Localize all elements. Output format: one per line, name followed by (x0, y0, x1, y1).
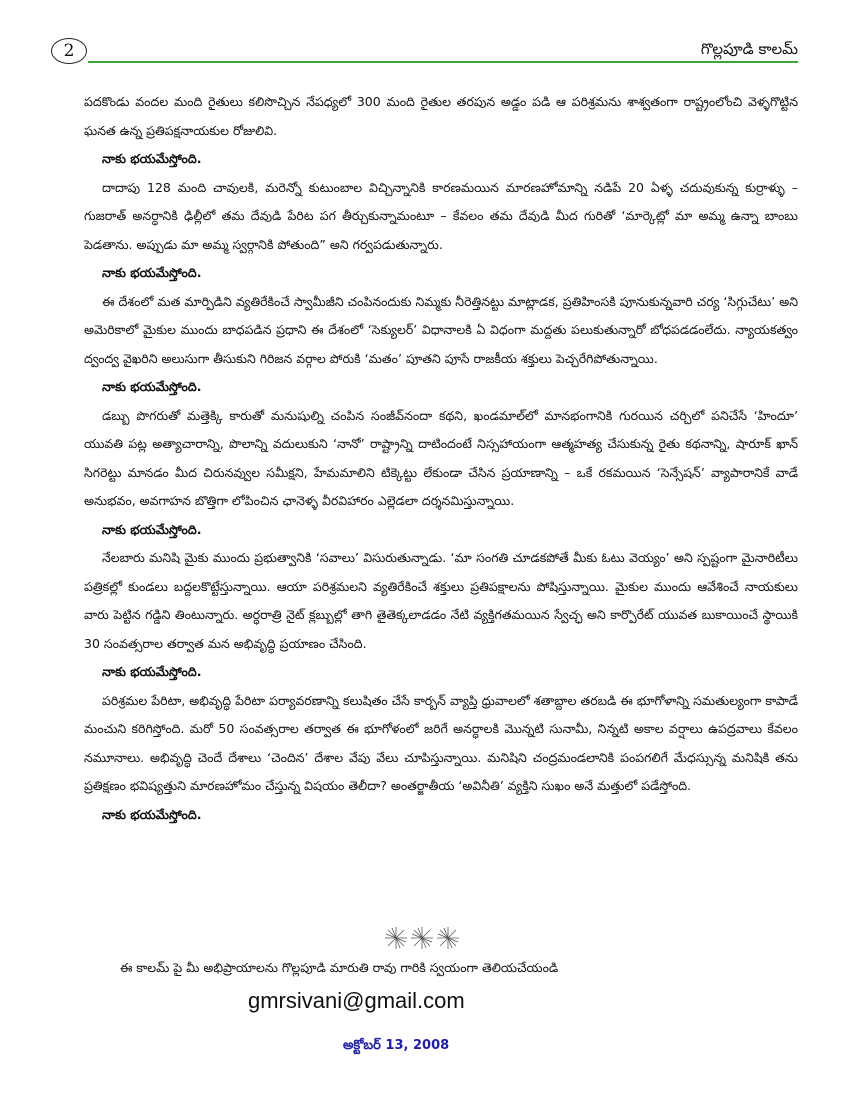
article-paragraph: డబ్బు పొగరుతో మత్తెక్కి కారుతో మనుషుల్ని చంపిన సంజీవ్‌నందా కథని, ఖండమాల్‌లో మానభంగానికి గురయిన చర్చిలో పనిచేసే ‘హిందూ’ యువతి పట్ల అత్యాచారాన్ని, పొలాన్ని వదులుకుని ‘నానో’ రాష్ట్రాన్ని దాటిందంటే నిస్సహాయంగా ఆత్మహత్య చేసుకున్న రైతు కథనాన్ని, షారూక్ ఖాన్ సిగరెట్టు మానడం మీద చిరునవ్వుల సమీక్షని, హేమమాలిని టిక్కెట్టు లేకుండా చేసిన ప్రయాణాన్ని – ఒకే రకమయిన ‘సెన్సేషన్’ వ్యాపారానికే వాడే అనుభవం, అవగాహన బొత్తిగా లోపించిన ఛానెళ్ళ వీరవిహారం ఎల్లెడలా దర్శనమిస్తున్నాయి. (84, 407, 798, 508)
refrain-line: నాకు భయమేస్తోంది. (102, 806, 202, 822)
refrain-line: నాకు భయమేస్తోంది. (102, 664, 202, 679)
feedback-note: ఈ కాలమ్ పై మీ అభిప్రాయాలను గొల్లపూడి మారుతి రావు గారికి స్వయంగా తెలియచేయండి (120, 960, 559, 975)
article-paragraph: ఈ దేశంలో మత మార్పిడిని వ్యతిరేకించే స్వామీజీని చంపినందుకు నిమ్మకు నీరెత్తినట్టు మాట్లాడక, ప్రతిహింసకి పూనుకున్నవారి చర్య ‘సిగ్గుచేటు’ అని అమెరికాలో మైకుల ముందు బాధపడిన ప్రధాని ఈ దేశంలో ‘సెక్యులర్’ విధానాలకి ఏ విధంగా మద్దతు పలుకుతున్నారో బోధపడడంలేదు. న్యాయకత్వం ద్వంద్వ వైఖరిని అలుసుగా తీసుకుని గిరిజన వర్గాల పోరుకి ‘మతం’ పూతని పూసే రాజకీయ శక్తులు పెచ్చరేగిపోతున్నాయి. (84, 293, 798, 366)
article-paragraph: పరిశ్రమల పేరిటా, అభివృద్ధి పేరిటా పర్యావరణాన్ని కలుషితం చేసే కార్బన్ వ్యాప్తి ధ్రువాలలో శతాబ్దాల తరబడి ఈ భూగోళాన్ని సమతుల్యంగా కాపాడే మంచుని కరిగిస్తోంది. మరో 50 సంవత్సరాల తర్వాత ఈ భూగోళంలో జరిగే అనర్ధాలకి మొన్నటి సునామీ, నిన్నటి అకాల వర్షాలు ఉపద్రవాలు కేవలం నమూనాలు. అభివృద్ధి చెందే దేశాలు ‘చెందిన’ దేశాల వేపు వేలు చూపిస్తున్నాయి. మనిషిని చంద్రమండలానికి పంపగలిగే మేధస్సున్న మనిషికి తను ప్రతిక్షణం భవిష్యత్తుని మారణహోమం చేస్తున్న విషయం తెలీదా? అంతర్జాతీయ ‘అవినీతి’ వ్యక్తిని సుఖం అనే మత్తులో పడేస్తోంది. (84, 692, 798, 793)
header-rule (88, 61, 798, 63)
article-paragraph: నేలబారు మనిషి మైకు ముందు ప్రభుత్వానికి ‘సవాలు’ విసురుతున్నాడు. ‘మా సంగతి చూడకపోతే మీకు ఓటు వెయ్యం’ అని స్పష్టంగా మైనారిటీలు పత్రికల్లో కుండలు బద్దలకొట్టేస్తున్నాయి. ఆయా పరిశ్రమలని వ్యతిరేకించే శక్తులు ప్రతిపక్షాలను పోషిస్తున్నాయి. మైకుల ముందు ఆవేశించే నాయకులు వారు పెట్టిన గడ్డిని తింటున్నారు. అర్ధరాత్రి నైట్ క్లబ్బుల్లో తాగి తైతెక్కలాడడం నేటి వ్యక్తిగతమయిన స్వేచ్ఛ అని కార్పొరేట్ యువత బుకాయించే స్థాయికి 30 సంవత్సరాల తర్వాత మన అభివృద్ధి ప్రయాణం చేసింది. (84, 550, 798, 651)
refrain-line: నాకు భయమేస్తోంది. (102, 521, 202, 537)
contact-email[interactable]: gmrsivani@gmail.com (248, 988, 465, 1013)
article-paragraph: పదకొండు వందల మంది రైతులు కలిసొచ్చిన నేపధ్యలో 300 మంది రైతుల తరపున అడ్డం పడి ఆ పరిశ్రమను శాశ్వతంగా రాష్ట్రంలోంచి వెళ్ళగొట్టిన ఘనత ఉన్న ప్రతిపక్షనాయకుల రోజులివి. (84, 94, 798, 138)
publication-date: అక్టోబర్ 13, 2008 (343, 1038, 450, 1053)
star-burst-ornament (382, 922, 462, 954)
refrain-line: నాకు భయమేస్తోంది. (102, 265, 202, 280)
article-body (84, 88, 798, 829)
refrain-line: నాకు భయమేస్తోంది. (102, 151, 202, 166)
page-number: 2 (51, 38, 87, 64)
column-title: గొల్లపూడి కాలమ్ (700, 40, 798, 58)
article-paragraph: దాదాపు 128 మంది చావులకి, మరెన్నో కుటుంబాల విచ్చిన్నానికి కారణమయిన మారణహోమాన్ని నడిపే 20 ఏళ్ళ చదువుకున్న కుర్రాళ్ళు – గుజరాత్ అనర్ధానికి ఢిల్లీలో తమ దేవుడి పేరిట పగ తీర్చుకున్నామంటూ – కేవలం తమ దేవుడి మీద గురితో ‘మార్కెట్లో మా అమ్మ ఉన్నా బాంబు పెడతాను. అప్పుడు మా అమ్మ స్వర్గానికి పోతుంది” అని గర్వపడుతున్నారు. (84, 179, 798, 252)
refrain-line: నాకు భయమేస్తోంది. (102, 379, 202, 394)
